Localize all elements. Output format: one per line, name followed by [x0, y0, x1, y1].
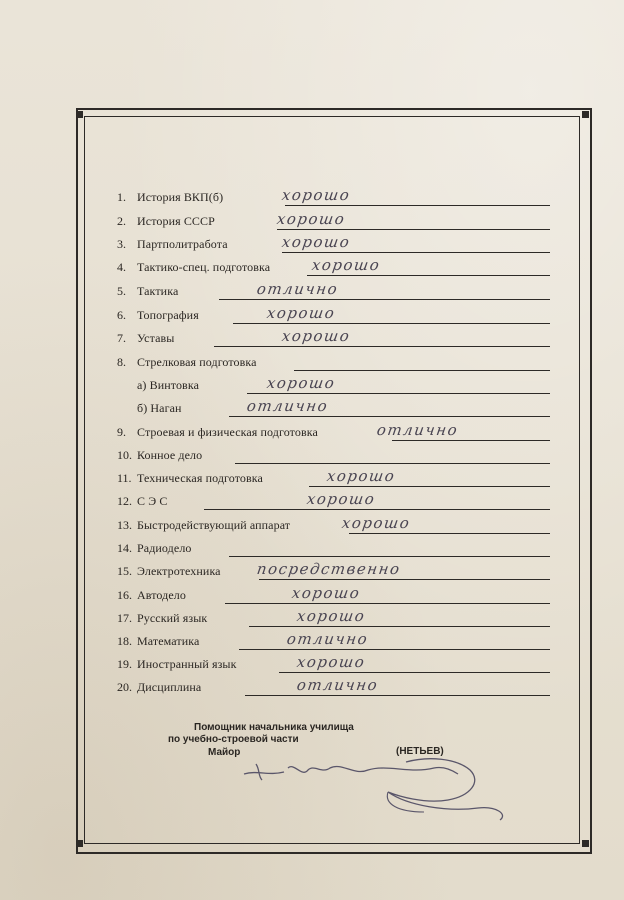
- subject-label: Дисциплина: [137, 680, 202, 694]
- handwritten-grade: хорошо: [275, 210, 347, 228]
- handwritten-grade: хорошо: [295, 653, 367, 671]
- subject-number: 10.: [117, 448, 132, 462]
- subject-row: [117, 584, 550, 606]
- handwritten-grade: хорошо: [340, 514, 412, 532]
- fill-line: [259, 579, 550, 580]
- fill-line: [235, 463, 550, 464]
- subject-label: Строевая и физическая подготовка: [137, 425, 318, 439]
- subject-number: 8.: [117, 355, 126, 369]
- fill-line: [285, 205, 550, 206]
- fill-line: [229, 416, 550, 417]
- fill-line: [279, 672, 550, 673]
- handwritten-grade: хорошо: [280, 327, 352, 345]
- fill-line: [233, 323, 550, 324]
- handwritten-grade: хорошо: [290, 584, 362, 602]
- subject-number: 1.: [117, 190, 126, 204]
- subject-number: 9.: [117, 425, 126, 439]
- subject-number: 12.: [117, 494, 132, 508]
- subject-label: а) Винтовка: [137, 378, 199, 392]
- subject-number: 3.: [117, 237, 126, 251]
- subject-number: 18.: [117, 634, 132, 648]
- subject-number: 6.: [117, 308, 126, 322]
- border-corner-top-left: [76, 111, 83, 118]
- subject-row: [117, 676, 550, 698]
- subject-row: [117, 256, 550, 278]
- subject-label: История СССР: [137, 214, 215, 228]
- subject-row: [117, 560, 550, 582]
- handwritten-grade: посредственно: [255, 560, 402, 578]
- fill-line: [307, 275, 550, 276]
- subject-number: 7.: [117, 331, 126, 345]
- handwritten-grade: отлично: [285, 630, 370, 648]
- subject-row: [117, 467, 550, 489]
- handwritten-grade: хорошо: [310, 256, 382, 274]
- handwritten-grade: хорошо: [265, 304, 337, 322]
- fill-line: [392, 440, 550, 441]
- subject-number: 17.: [117, 611, 132, 625]
- handwritten-grade: хорошо: [325, 467, 397, 485]
- subject-label: Автодело: [137, 588, 186, 602]
- subject-number: 20.: [117, 680, 132, 694]
- subject-row: [117, 327, 550, 349]
- subject-label: б) Наган: [137, 401, 182, 415]
- subject-row: [117, 490, 550, 512]
- subject-row: [117, 444, 550, 466]
- fill-line: [219, 299, 550, 300]
- subject-label: Быстродействующий аппарат: [137, 518, 291, 532]
- subject-label: С Э С: [137, 494, 168, 508]
- handwritten-grade: хорошо: [305, 490, 377, 508]
- subject-label: Иностранный язык: [137, 657, 237, 671]
- subject-number: 16.: [117, 588, 132, 602]
- subject-label: Тактика: [137, 284, 179, 298]
- fill-line: [349, 533, 550, 534]
- subject-label: Радиодело: [137, 541, 192, 555]
- fill-line: [247, 393, 550, 394]
- fill-line: [309, 486, 550, 487]
- subject-row: [117, 537, 550, 559]
- handwritten-grade: отлично: [255, 280, 340, 298]
- fill-line: [249, 626, 550, 627]
- handwritten-signature: [238, 752, 528, 832]
- subject-number: 14.: [117, 541, 132, 555]
- fill-line: [239, 649, 550, 650]
- signatory-title: Помощник начальника училища: [194, 722, 354, 733]
- subject-row: [117, 397, 550, 419]
- subject-number: 19.: [117, 657, 132, 671]
- subject-number: 15.: [117, 564, 132, 578]
- border-corner-bottom-left: [76, 840, 83, 847]
- subject-label: Математика: [137, 634, 200, 648]
- subject-row: [117, 280, 550, 302]
- subject-label: Техническая подготовка: [137, 471, 263, 485]
- subject-number: 13.: [117, 518, 132, 532]
- subject-row: [117, 186, 550, 208]
- subject-row: [117, 210, 550, 232]
- handwritten-grade: хорошо: [265, 374, 337, 392]
- handwritten-grade: хорошо: [280, 186, 352, 204]
- subject-label: Партполитработа: [137, 237, 228, 251]
- subject-number: 5.: [117, 284, 126, 298]
- subject-label: Топография: [137, 308, 199, 322]
- handwritten-grade: отлично: [375, 421, 460, 439]
- subject-number: 4.: [117, 260, 126, 274]
- subject-label: Электротехника: [137, 564, 221, 578]
- subject-row: [117, 351, 550, 373]
- fill-line: [294, 370, 550, 371]
- fill-line: [277, 229, 550, 230]
- handwritten-grade: отлично: [295, 676, 380, 694]
- border-corner-top-right: [582, 111, 589, 118]
- handwritten-grade: хорошо: [295, 607, 367, 625]
- signatory-department: по учебно-строевой части: [168, 734, 299, 745]
- signatory-name: (НЕТЬЕВ): [396, 746, 444, 757]
- subject-label: Уставы: [137, 331, 175, 345]
- fill-line: [204, 509, 550, 510]
- subject-label: Русский язык: [137, 611, 208, 625]
- subject-label: Конное дело: [137, 448, 203, 462]
- subject-row: [117, 653, 550, 675]
- subject-number: 2.: [117, 214, 126, 228]
- border-corner-bottom-right: [582, 840, 589, 847]
- subject-row: [117, 374, 550, 396]
- subject-row: [117, 630, 550, 652]
- fill-line: [245, 695, 550, 696]
- fill-line: [229, 556, 550, 557]
- subject-label: История ВКП(б): [137, 190, 224, 204]
- subject-number: 11.: [117, 471, 132, 485]
- subject-row: [117, 421, 550, 443]
- handwritten-grade: отлично: [245, 397, 330, 415]
- fill-line: [225, 603, 550, 604]
- subject-row: [117, 233, 550, 255]
- fill-line: [214, 346, 550, 347]
- subject-row: [117, 304, 550, 326]
- subject-label: Стрелковая подготовка: [137, 355, 257, 369]
- handwritten-grade: хорошо: [280, 233, 352, 251]
- subject-row: [117, 607, 550, 629]
- fill-line: [282, 252, 550, 253]
- subject-label: Тактико-спец. подготовка: [137, 260, 271, 274]
- subject-row: [117, 514, 550, 536]
- signatory-rank: Майор: [208, 747, 241, 758]
